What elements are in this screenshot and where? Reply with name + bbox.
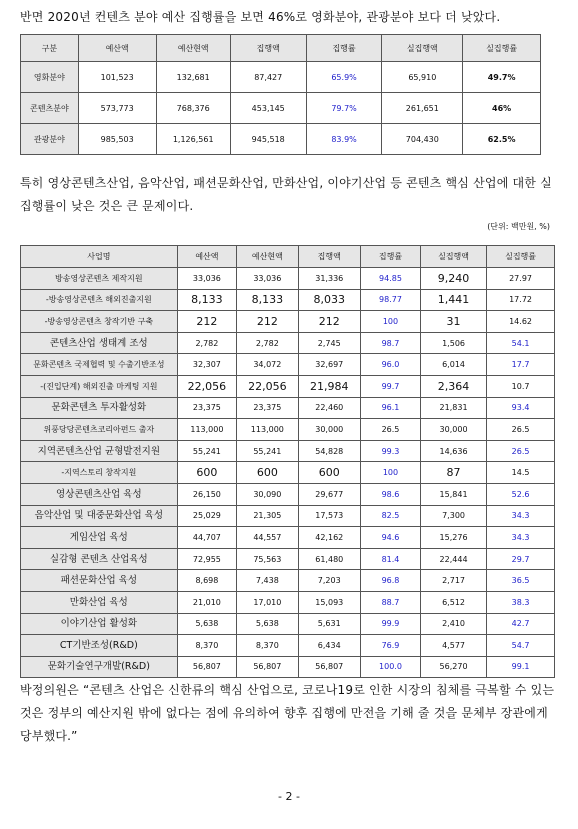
- table-cell: 7,300: [421, 505, 487, 527]
- table-header-row: [21, 35, 541, 62]
- table-cell: 9,240: [421, 268, 487, 290]
- table-cell: 768,376: [156, 93, 230, 124]
- project-name-cell: 문화콘텐츠 국제협력 및 수출기반조성: [21, 354, 178, 376]
- table-cell: 5,638: [237, 613, 298, 635]
- table-row: [21, 613, 555, 635]
- table-cell: 8,133: [237, 289, 298, 311]
- project-name-cell: -방송영상콘텐츠 창작기반 구축: [21, 311, 178, 333]
- table-cell: 8,033: [298, 289, 360, 311]
- header-cell: 실집행액: [421, 246, 487, 268]
- table-row: [21, 268, 555, 290]
- table-row: [21, 375, 555, 397]
- table-cell: 56,270: [421, 656, 487, 678]
- table-cell: 600: [298, 462, 360, 484]
- header-cell: 예산액: [177, 246, 236, 268]
- table-cell: 32,697: [298, 354, 360, 376]
- table-cell: 212: [237, 311, 298, 333]
- table-cell: 23,375: [177, 397, 236, 419]
- table-cell: 30,090: [237, 483, 298, 505]
- table-cell: 22,056: [237, 375, 298, 397]
- table-cell: 6,434: [298, 635, 360, 657]
- table-cell: 99.9: [360, 613, 420, 635]
- table-cell: 30,000: [298, 419, 360, 441]
- table-cell: 88.7: [360, 591, 420, 613]
- table-cell: 101,523: [78, 62, 156, 93]
- table-cell: 62.5%: [463, 124, 541, 155]
- table-row: [21, 591, 555, 613]
- table-cell: 26,150: [177, 483, 236, 505]
- table-cell: 54.1: [487, 332, 555, 354]
- table-cell: 93.4: [487, 397, 555, 419]
- table-row: [21, 635, 555, 657]
- table-cell: 21,305: [237, 505, 298, 527]
- project-name-cell: 영상콘텐츠산업 육성: [21, 483, 178, 505]
- table-cell: 65.9%: [306, 62, 382, 93]
- table-cell: 132,681: [156, 62, 230, 93]
- table-cell: 2,717: [421, 570, 487, 592]
- table-cell: 81.4: [360, 548, 420, 570]
- row-label-cell: 관광분야: [21, 124, 79, 155]
- table-cell: 99.1: [487, 656, 555, 678]
- table-cell: 34.3: [487, 527, 555, 549]
- project-name-cell: 콘텐츠산업 생태계 조성: [21, 332, 178, 354]
- table-cell: 56,807: [237, 656, 298, 678]
- table-row: [21, 483, 555, 505]
- table-cell: 113,000: [177, 419, 236, 441]
- project-name-cell: 패션문화산업 육성: [21, 570, 178, 592]
- table-cell: 5,631: [298, 613, 360, 635]
- table-cell: 212: [177, 311, 236, 333]
- table-cell: 94.6: [360, 527, 420, 549]
- row-label-cell: 영화분야: [21, 62, 79, 93]
- table-cell: 8,133: [177, 289, 236, 311]
- project-name-cell: 만화산업 육성: [21, 591, 178, 613]
- table-cell: 96.8: [360, 570, 420, 592]
- table-cell: 49.7%: [463, 62, 541, 93]
- project-name-cell: -(진입단계) 해외진출 마케팅 지원: [21, 375, 178, 397]
- table-cell: 261,651: [382, 93, 463, 124]
- project-name-cell: 문화콘텐츠 투자활성화: [21, 397, 178, 419]
- table-cell: 75,563: [237, 548, 298, 570]
- table-row: [21, 93, 541, 124]
- table-row: [21, 527, 555, 549]
- table-cell: 34,072: [237, 354, 298, 376]
- table-row: [21, 570, 555, 592]
- project-name-cell: CT기반조성(R&D): [21, 635, 178, 657]
- table-cell: 14.62: [487, 311, 555, 333]
- table-cell: 453,145: [230, 93, 306, 124]
- table-cell: 2,364: [421, 375, 487, 397]
- table-row: [21, 289, 555, 311]
- table-cell: 87,427: [230, 62, 306, 93]
- table-row: [21, 332, 555, 354]
- table-cell: 212: [298, 311, 360, 333]
- table-cell: 945,518: [230, 124, 306, 155]
- table-cell: 34.3: [487, 505, 555, 527]
- table-cell: 22,056: [177, 375, 236, 397]
- table-cell: 98.7: [360, 332, 420, 354]
- project-name-cell: 이야기산업 활성화: [21, 613, 178, 635]
- table-cell: 6,512: [421, 591, 487, 613]
- table-row: [21, 354, 555, 376]
- table-cell: 600: [237, 462, 298, 484]
- table-cell: 22,444: [421, 548, 487, 570]
- table-cell: 8,370: [177, 635, 236, 657]
- table-cell: 10.7: [487, 375, 555, 397]
- table-row: [21, 419, 555, 441]
- table-cell: 31,336: [298, 268, 360, 290]
- table-cell: 600: [177, 462, 236, 484]
- table-cell: 7,438: [237, 570, 298, 592]
- project-budget-table: [20, 245, 555, 678]
- table-cell: 4,577: [421, 635, 487, 657]
- table-cell: 1,441: [421, 289, 487, 311]
- table-cell: 61,480: [298, 548, 360, 570]
- table-cell: 14,636: [421, 440, 487, 462]
- page-number: - 2 -: [278, 790, 300, 803]
- table-cell: 21,010: [177, 591, 236, 613]
- row-label-cell: 콘텐츠분야: [21, 93, 79, 124]
- table-cell: 42.7: [487, 613, 555, 635]
- table-cell: 23,375: [237, 397, 298, 419]
- table-cell: 55,241: [237, 440, 298, 462]
- table-cell: 72,955: [177, 548, 236, 570]
- project-name-cell: 실감형 콘텐츠 산업육성: [21, 548, 178, 570]
- table-cell: 42,162: [298, 527, 360, 549]
- table-cell: 33,036: [237, 268, 298, 290]
- table-cell: 5,638: [177, 613, 236, 635]
- table-cell: 38.3: [487, 591, 555, 613]
- table-cell: 17,573: [298, 505, 360, 527]
- table-cell: 96.0: [360, 354, 420, 376]
- closing-paragraph: 박정의원은 “콘텐츠 산업은 신한류의 핵심 산업으로, 코로나19로 인한 시장의 침체를 극복할 수 있는 것은 정부의 예산지원 밖에 없다는 점에 유의하여 향후 집행에 만전을 기해 줄 것을 문체부 장관에게 당부했다.”: [20, 683, 555, 743]
- table-cell: 29,677: [298, 483, 360, 505]
- table-cell: 52.6: [487, 483, 555, 505]
- table-row: [21, 505, 555, 527]
- project-name-cell: 위풍당당콘텐츠코리아펀드 출자: [21, 419, 178, 441]
- table-cell: 1,126,561: [156, 124, 230, 155]
- header-cell: 실집행률: [487, 246, 555, 268]
- table-row: [21, 62, 541, 93]
- table-cell: 8,370: [237, 635, 298, 657]
- header-cell: 예산현액: [156, 35, 230, 62]
- project-name-cell: 문화기술연구개발(R&D): [21, 656, 178, 678]
- header-cell: 집행액: [298, 246, 360, 268]
- table-cell: 2,745: [298, 332, 360, 354]
- table-row: [21, 440, 555, 462]
- table-row: [21, 124, 541, 155]
- table-cell: 21,831: [421, 397, 487, 419]
- header-cell: 집행액: [230, 35, 306, 62]
- table-cell: 54.7: [487, 635, 555, 657]
- table-cell: 17.7: [487, 354, 555, 376]
- table-cell: 113,000: [237, 419, 298, 441]
- table-cell: 17.72: [487, 289, 555, 311]
- project-name-cell: -방송영상콘텐츠 해외진출지원: [21, 289, 178, 311]
- project-name-cell: -지역스토리 창작지원: [21, 462, 178, 484]
- table-cell: 82.5: [360, 505, 420, 527]
- header-cell: 예산액: [78, 35, 156, 62]
- table-cell: 55,241: [177, 440, 236, 462]
- table-cell: 27.97: [487, 268, 555, 290]
- table-cell: 6,014: [421, 354, 487, 376]
- table-cell: 100.0: [360, 656, 420, 678]
- table-cell: 15,841: [421, 483, 487, 505]
- table-cell: 15,276: [421, 527, 487, 549]
- table-row: [21, 397, 555, 419]
- table-cell: 76.9: [360, 635, 420, 657]
- table-cell: 79.7%: [306, 93, 382, 124]
- table-row: [21, 548, 555, 570]
- emphasis-paragraph: 특히 영상콘텐츠산업, 음악산업, 패션문화산업, 만화산업, 이야기산업 등 콘텐츠 핵심 산업에 대한 실집행률이 낮은 것은 큰 문제이다.: [20, 176, 552, 213]
- table-cell: 44,707: [177, 527, 236, 549]
- table-cell: 31: [421, 311, 487, 333]
- table-cell: 99.3: [360, 440, 420, 462]
- table-cell: 26.5: [487, 440, 555, 462]
- table-cell: 33,036: [177, 268, 236, 290]
- table-cell: 56,807: [298, 656, 360, 678]
- header-cell: 집행률: [306, 35, 382, 62]
- header-cell: 구분: [21, 35, 79, 62]
- project-name-cell: 게임산업 육성: [21, 527, 178, 549]
- table-cell: 17,010: [237, 591, 298, 613]
- header-cell: 실집행액: [382, 35, 463, 62]
- table-cell: 100: [360, 311, 420, 333]
- header-cell: 실집행률: [463, 35, 541, 62]
- table-cell: 54,828: [298, 440, 360, 462]
- table-cell: 99.7: [360, 375, 420, 397]
- table-row: [21, 311, 555, 333]
- table-cell: 98.77: [360, 289, 420, 311]
- intro-paragraph: 반면 2020년 컨텐츠 분야 예산 집행률을 보면 46%로 영화분야, 관광분야 보다 더 낮았다.: [20, 10, 501, 24]
- table-cell: 56,807: [177, 656, 236, 678]
- table-row: [21, 462, 555, 484]
- table-cell: 21,984: [298, 375, 360, 397]
- table-cell: 22,460: [298, 397, 360, 419]
- table-cell: 36.5: [487, 570, 555, 592]
- table-cell: 26.5: [487, 419, 555, 441]
- table-cell: 573,773: [78, 93, 156, 124]
- table-cell: 15,093: [298, 591, 360, 613]
- table-cell: 65,910: [382, 62, 463, 93]
- table-cell: 100: [360, 462, 420, 484]
- table-cell: 29.7: [487, 548, 555, 570]
- table-cell: 1,506: [421, 332, 487, 354]
- unit-label: (단위: 백만원, %): [487, 222, 550, 231]
- table-cell: 96.1: [360, 397, 420, 419]
- header-cell: 예산현액: [237, 246, 298, 268]
- table-cell: 14.5: [487, 462, 555, 484]
- project-name-cell: 지역콘텐츠산업 균형발전지원: [21, 440, 178, 462]
- table-cell: 2,782: [177, 332, 236, 354]
- table-cell: 25,029: [177, 505, 236, 527]
- table-cell: 44,557: [237, 527, 298, 549]
- table-cell: 94.85: [360, 268, 420, 290]
- table-row: [21, 656, 555, 678]
- table-cell: 30,000: [421, 419, 487, 441]
- table-cell: 83.9%: [306, 124, 382, 155]
- project-name-cell: 음악산업 및 대중문화산업 육성: [21, 505, 178, 527]
- table-cell: 46%: [463, 93, 541, 124]
- table-cell: 26.5: [360, 419, 420, 441]
- header-cell: 사업명: [21, 246, 178, 268]
- table-cell: 87: [421, 462, 487, 484]
- project-name-cell: 방송영상콘텐츠 제작지원: [21, 268, 178, 290]
- budget-by-field-table: [20, 34, 541, 155]
- header-cell: 집행률: [360, 246, 420, 268]
- table-cell: 32,307: [177, 354, 236, 376]
- table-cell: 7,203: [298, 570, 360, 592]
- table-header-row: [21, 246, 555, 268]
- table-cell: 2,410: [421, 613, 487, 635]
- table-cell: 2,782: [237, 332, 298, 354]
- table-cell: 704,430: [382, 124, 463, 155]
- table-cell: 8,698: [177, 570, 236, 592]
- table-cell: 985,503: [78, 124, 156, 155]
- table-cell: 98.6: [360, 483, 420, 505]
